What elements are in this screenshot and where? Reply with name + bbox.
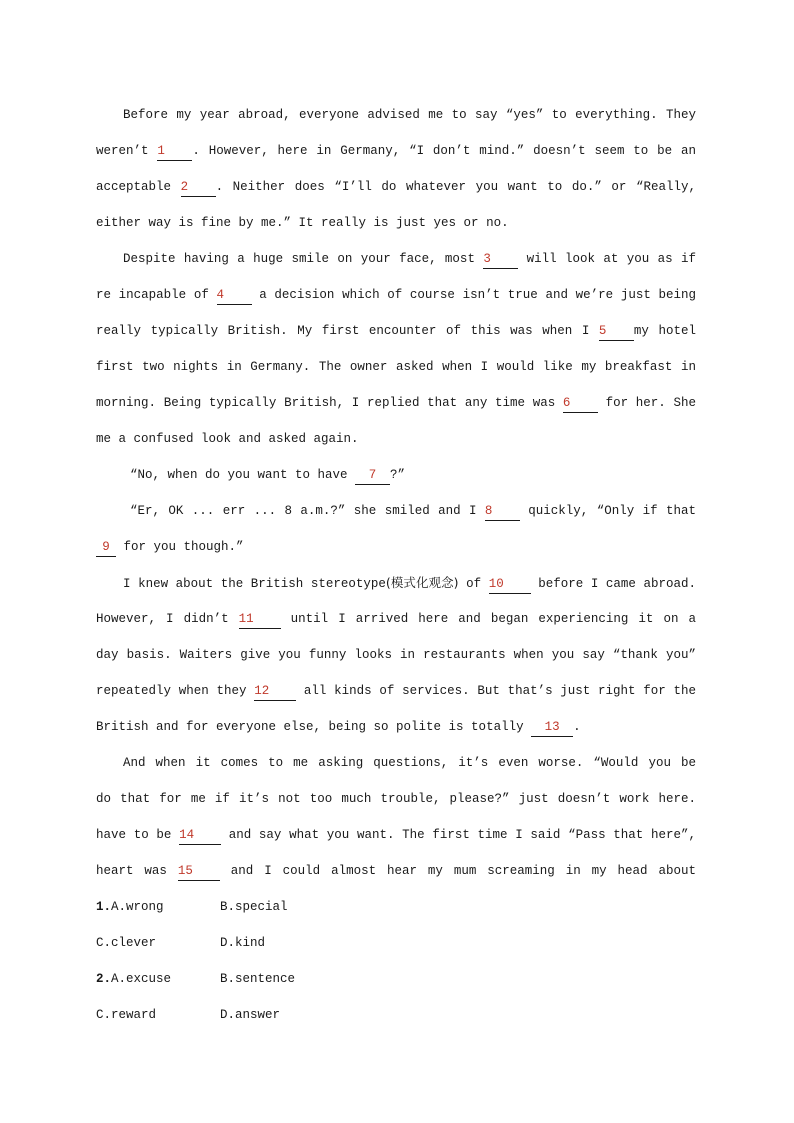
- paragraph-1-line-3: [96, 169, 696, 205]
- quote-1-line: [96, 457, 696, 493]
- text: “Er, OK ... err ... 8 a.m.?” she smiled and I: [130, 504, 485, 518]
- text: for you though.”: [116, 540, 244, 554]
- paragraph-1-line-1: [96, 97, 696, 133]
- text: I knew about the British stereotype: [123, 577, 386, 591]
- paragraph-3-line-1: [96, 565, 696, 601]
- text: really typically British. My first encounter of this was when I: [96, 324, 599, 338]
- text: until I arrived here and began experiencing it on a: [290, 612, 696, 626]
- paragraph-3-line-4: [96, 673, 696, 709]
- paragraph-2-line-4: [96, 349, 696, 385]
- text: and say what you want. The first time I said “Pass that here”,: [228, 828, 696, 842]
- question-1-options-row-2: [96, 925, 696, 961]
- blank-12[interactable]: 12: [254, 682, 296, 701]
- paragraph-3-line-5: [96, 709, 696, 745]
- paragraph-4-line-4: [96, 853, 696, 889]
- text: re incapable of: [96, 288, 217, 302]
- text: morning. Being typically British, I replied that any time was: [96, 396, 563, 410]
- paragraph-1-line-4: [96, 205, 696, 241]
- blank-4[interactable]: 4: [217, 286, 252, 305]
- question-2-options-row-2: [96, 997, 696, 1033]
- text: will look at you as if: [526, 252, 696, 266]
- paragraph-3-line-2: [96, 601, 696, 637]
- blank-7[interactable]: 7: [355, 466, 390, 485]
- option-b[interactable]: B.sentence: [220, 972, 296, 986]
- option-b[interactable]: B.special: [220, 900, 288, 914]
- quote-2-line-1: [96, 493, 696, 529]
- question-1-options-row-1: [96, 889, 696, 925]
- paragraph-4-line-2: [96, 781, 696, 817]
- text: And when it comes to me asking questions, it’s even worse. “Would you be: [123, 756, 696, 770]
- blank-9[interactable]: 9: [96, 538, 116, 557]
- text: However, I didn’t: [96, 612, 239, 626]
- text: have to be: [96, 828, 180, 842]
- blank-3[interactable]: 3: [483, 250, 518, 269]
- text: “No, when do you want to have: [130, 468, 356, 482]
- paragraph-4-line-1: [96, 745, 696, 781]
- text: first two nights in Germany. The owner asked when I would like my breakfast in: [96, 360, 696, 374]
- text: ?”: [390, 468, 406, 482]
- blank-6[interactable]: 6: [563, 394, 598, 413]
- option-d[interactable]: D.kind: [220, 936, 266, 950]
- text: of: [458, 577, 489, 591]
- paragraph-2-line-3: [96, 313, 696, 349]
- text: Despite having a huge smile on your face, most: [123, 252, 484, 266]
- text: for her. She: [605, 396, 696, 410]
- text: repeatedly when they: [96, 684, 255, 698]
- question-number: 1.: [96, 900, 112, 914]
- option-c[interactable]: C.reward: [96, 1008, 157, 1022]
- blank-8[interactable]: 8: [485, 502, 520, 521]
- option-a[interactable]: A.excuse: [111, 972, 172, 986]
- text: my hotel: [633, 324, 696, 338]
- blank-13[interactable]: 13: [531, 718, 573, 737]
- text: either way is fine by me.” It really is just yes or no.: [96, 216, 509, 230]
- document-page: [96, 97, 696, 1033]
- text: a decision which of course isn’t true and we’re just being: [251, 288, 696, 302]
- text: before I came abroad.: [530, 577, 696, 591]
- blank-1[interactable]: 1: [157, 142, 192, 161]
- paragraph-2-line-1: [96, 241, 696, 277]
- blank-14[interactable]: 14: [179, 826, 221, 845]
- text: quickly, “Only if that: [528, 504, 696, 518]
- paragraph-1-line-2: [96, 133, 696, 169]
- text: British and for everyone else, being so polite is totally: [96, 720, 532, 734]
- text: .: [573, 720, 581, 734]
- text: . However, here in Germany, “I don’t mind.” doesn’t seem to be an: [192, 144, 696, 158]
- paragraph-2-line-2: [96, 277, 696, 313]
- option-c[interactable]: C.clever: [96, 936, 157, 950]
- paragraph-4-line-3: [96, 817, 696, 853]
- paragraph-2-line-5: [96, 385, 696, 421]
- blank-10[interactable]: 10: [489, 575, 531, 594]
- paragraph-3-line-3: [96, 637, 696, 673]
- quote-2-line-2: [96, 529, 696, 565]
- text: do that for me if it’s not too much trouble, please?” just doesn’t work here.: [96, 792, 696, 806]
- text: Before my year abroad, everyone advised me to say “yes” to everything. They: [123, 108, 696, 122]
- text: me a confused look and asked again.: [96, 432, 359, 446]
- blank-15[interactable]: 15: [178, 862, 220, 881]
- question-2-options-row-1: [96, 961, 696, 997]
- option-a[interactable]: A.wrong: [111, 900, 164, 914]
- chinese-gloss: (模式化观念): [385, 575, 459, 590]
- text: all kinds of services. But that’s just right for the: [296, 684, 696, 698]
- option-d[interactable]: D.answer: [220, 1008, 281, 1022]
- blank-5[interactable]: 5: [599, 322, 634, 341]
- text: and I could almost hear my mum screaming in my head about: [230, 864, 696, 878]
- text: day basis. Waiters give you funny looks in restaurants when you say “thank you”: [96, 648, 696, 662]
- text: . Neither does “I’ll do whatever you want to do.” or “Really,: [215, 180, 696, 194]
- text: heart was: [96, 864, 178, 878]
- text: weren’t: [96, 144, 158, 158]
- blank-11[interactable]: 11: [239, 610, 281, 629]
- question-number: 2.: [96, 972, 112, 986]
- blank-2[interactable]: 2: [181, 178, 216, 197]
- text: acceptable: [96, 180, 181, 194]
- paragraph-2-line-6: [96, 421, 696, 457]
